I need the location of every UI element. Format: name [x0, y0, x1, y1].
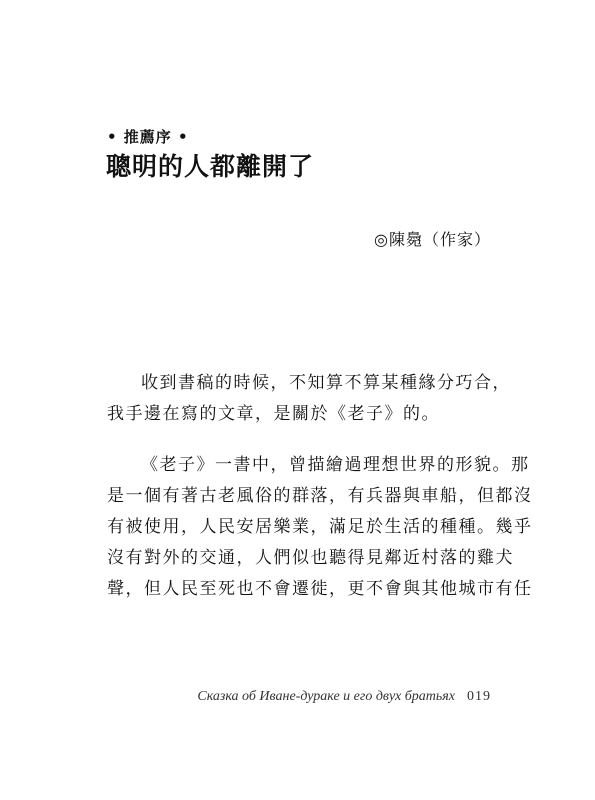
- author-byline: ◎陳䳃（作家）: [374, 230, 491, 249]
- text-line: 我手邊在寫的文章，是關於《老子》的。: [107, 404, 440, 424]
- text-line: 收到書稿的時候，不知算不算某種緣分巧合，: [141, 373, 511, 393]
- section-kicker: • 推薦序 •: [107, 128, 189, 146]
- page-title: 聰明的人都離開了: [106, 152, 315, 181]
- running-footer: [197, 689, 491, 705]
- running-title: Сказка об Иване-дураке и его двух братьях: [197, 689, 455, 704]
- paragraph: [107, 368, 511, 430]
- text-line: 是一個有著古老風俗的群落，有兵器與車船，但都沒: [107, 486, 533, 506]
- text-line: 沒有對外的交通，人們似也聽得見鄰近村落的雞犬: [107, 548, 514, 568]
- page-number: 019: [467, 689, 491, 704]
- text-line: 《老子》一書中，曾描繪過理想世界的形貌。那: [141, 455, 530, 475]
- paragraph: [107, 450, 533, 605]
- text-line: 聲，但人民至死也不會遷徙，更不會與其他城市有任: [107, 579, 533, 599]
- body-text: [107, 368, 533, 625]
- text-line: 有被使用，人民安居樂業，滿足於生活的種種。幾乎: [107, 517, 533, 537]
